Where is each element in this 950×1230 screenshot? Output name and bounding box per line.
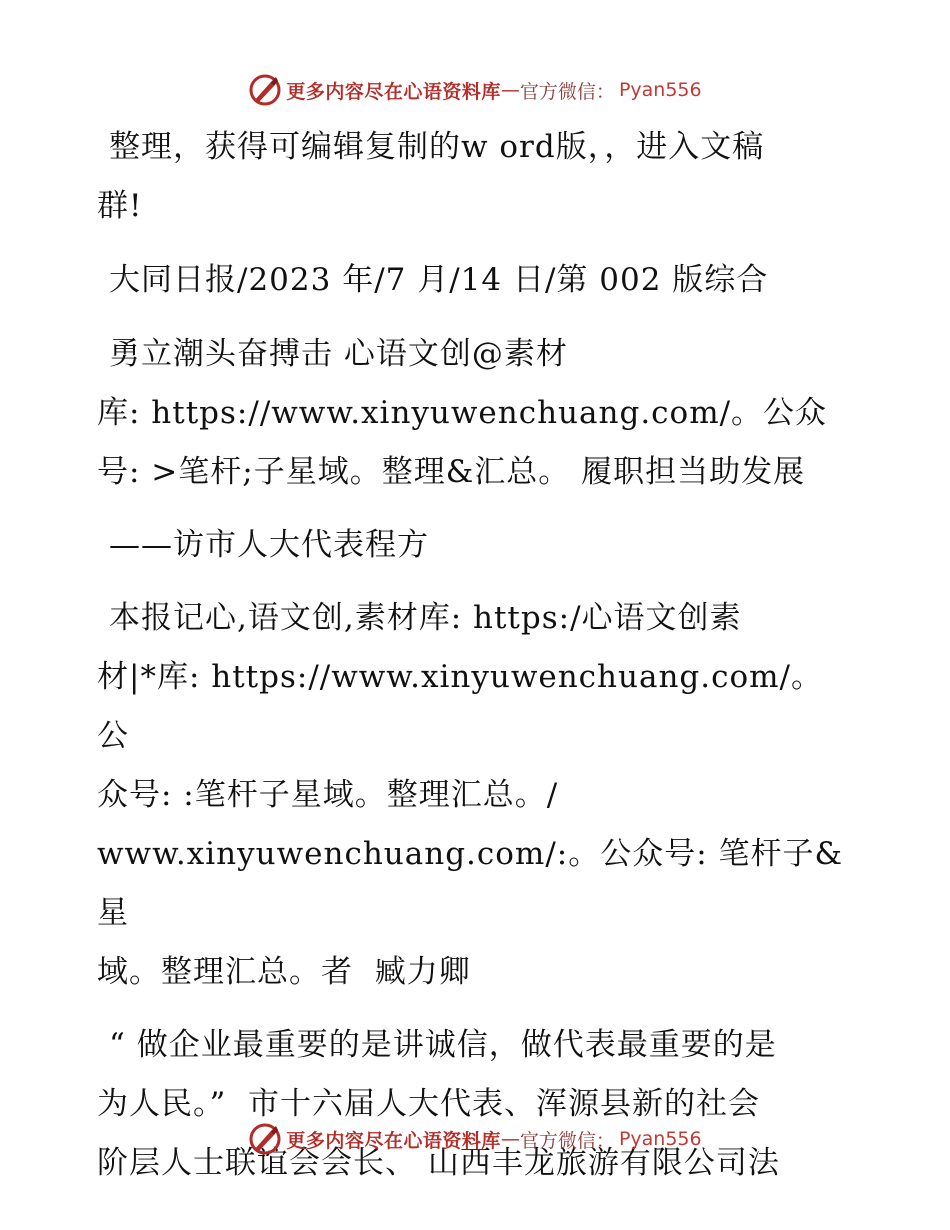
text-line: 域。整理汇总。者 臧力卿 [97, 954, 471, 990]
paragraph-source: 大同日报/2023 年/7 月/14 日/第 002 版综合 [109, 262, 769, 298]
text-line: 为人民。” 市十六届人大代表、浑源县新的社会 [97, 1086, 761, 1122]
text-line: 阶层人士联谊会会长、 山西丰龙旅游有限公司法 [97, 1145, 780, 1181]
text-line: 勇立潮头奋搏击 心语文创@素材 [109, 336, 568, 372]
banner-wechat-label: 官方微信： [519, 1129, 615, 1152]
text-line: 本报记心,语文创,素材库: https:/心语文创素 [109, 600, 742, 636]
banner-main-text: 更多内容尽在心语资料库 [286, 1129, 501, 1152]
banner-wechat-label: 官方微信： [519, 80, 615, 103]
text-line: 号: >笔杆;子星域。整理&汇总。 履职担当助发展 [97, 454, 806, 490]
text-line: 众号: :笔杆子星域。整理汇总。/ [97, 777, 559, 813]
text-line: 库: https://www.xinyuwenchuang.com/。公众 [97, 395, 828, 431]
text-line: 整理，获得可编辑复制的w ord版，，进入文稿 [109, 129, 765, 165]
document-body [97, 118, 852, 1193]
pen-logo-icon [248, 1122, 282, 1156]
paragraph-quote [97, 1016, 852, 1193]
banner-wechat-id: Pyan556 [618, 79, 702, 101]
text-line: www.xinyuwenchuang.com/:。公众号: 笔杆子&星 [97, 836, 844, 931]
banner-main-text: 更多内容尽在心语资料库 [286, 80, 501, 103]
paragraph-byline [97, 589, 852, 1002]
banner-dash: — [500, 1128, 520, 1150]
text-line: 群! [97, 188, 143, 224]
paragraph-intro [97, 118, 852, 236]
banner-wechat-id: Pyan556 [618, 1128, 702, 1150]
text-line: 材|*库: https://www.xinyuwenchuang.com/。公 [97, 659, 823, 754]
footer-watermark-banner [0, 1119, 950, 1159]
pen-logo-icon [248, 73, 282, 107]
banner-dash: — [500, 79, 520, 101]
text-line: “ 做企业最重要的是讲诚信，做代表最重要的是 [109, 1027, 777, 1063]
paragraph-subtitle: ——访市人大代表程方 [109, 527, 429, 563]
paragraph-title [97, 325, 852, 502]
header-watermark-banner [0, 70, 950, 110]
